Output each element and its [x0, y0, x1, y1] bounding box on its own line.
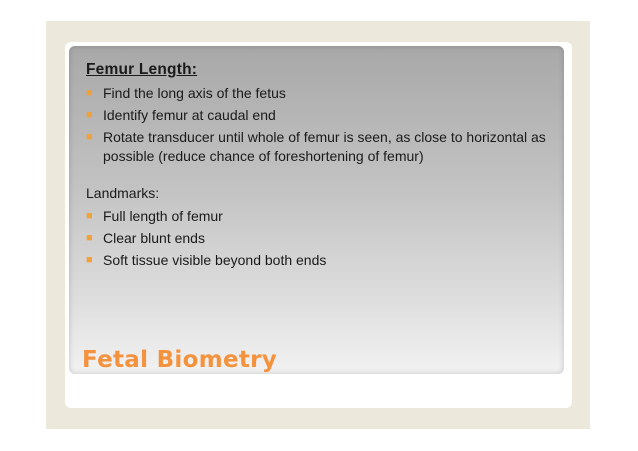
square-bullet-icon: ■	[86, 109, 93, 121]
bullet-list-femur	[86, 84, 556, 166]
list-item-text: Soft tissue visible beyond both ends	[103, 252, 327, 268]
section-heading: Femur Length:	[86, 61, 198, 78]
spacer	[86, 169, 556, 184]
square-bullet-icon: ■	[86, 254, 93, 266]
list-item-text: Rotate transducer until whole of femur is seen, as close to horizontal as possible (reduce chance of foreshortening of femur)	[103, 129, 546, 164]
list-item-text: Clear blunt ends	[103, 230, 205, 246]
list-item-text: Full length of femur	[103, 208, 223, 224]
square-bullet-icon: ■	[86, 210, 93, 222]
list-item	[86, 229, 556, 248]
list-item	[86, 251, 556, 270]
slide-body	[86, 60, 556, 273]
square-bullet-icon: ■	[86, 87, 93, 99]
list-item-text: Find the long axis of the fetus	[103, 85, 286, 101]
bullet-list-landmarks	[86, 207, 556, 270]
slide-title: Fetal Biometry	[82, 347, 278, 373]
square-bullet-icon: ■	[86, 131, 93, 143]
square-bullet-icon: ■	[86, 232, 93, 244]
landmarks-label: Landmarks:	[86, 185, 160, 201]
list-item-text: Identify femur at caudal end	[103, 107, 276, 123]
list-item	[86, 207, 556, 226]
list-item	[86, 106, 556, 125]
list-item	[86, 128, 556, 166]
list-item	[86, 84, 556, 103]
